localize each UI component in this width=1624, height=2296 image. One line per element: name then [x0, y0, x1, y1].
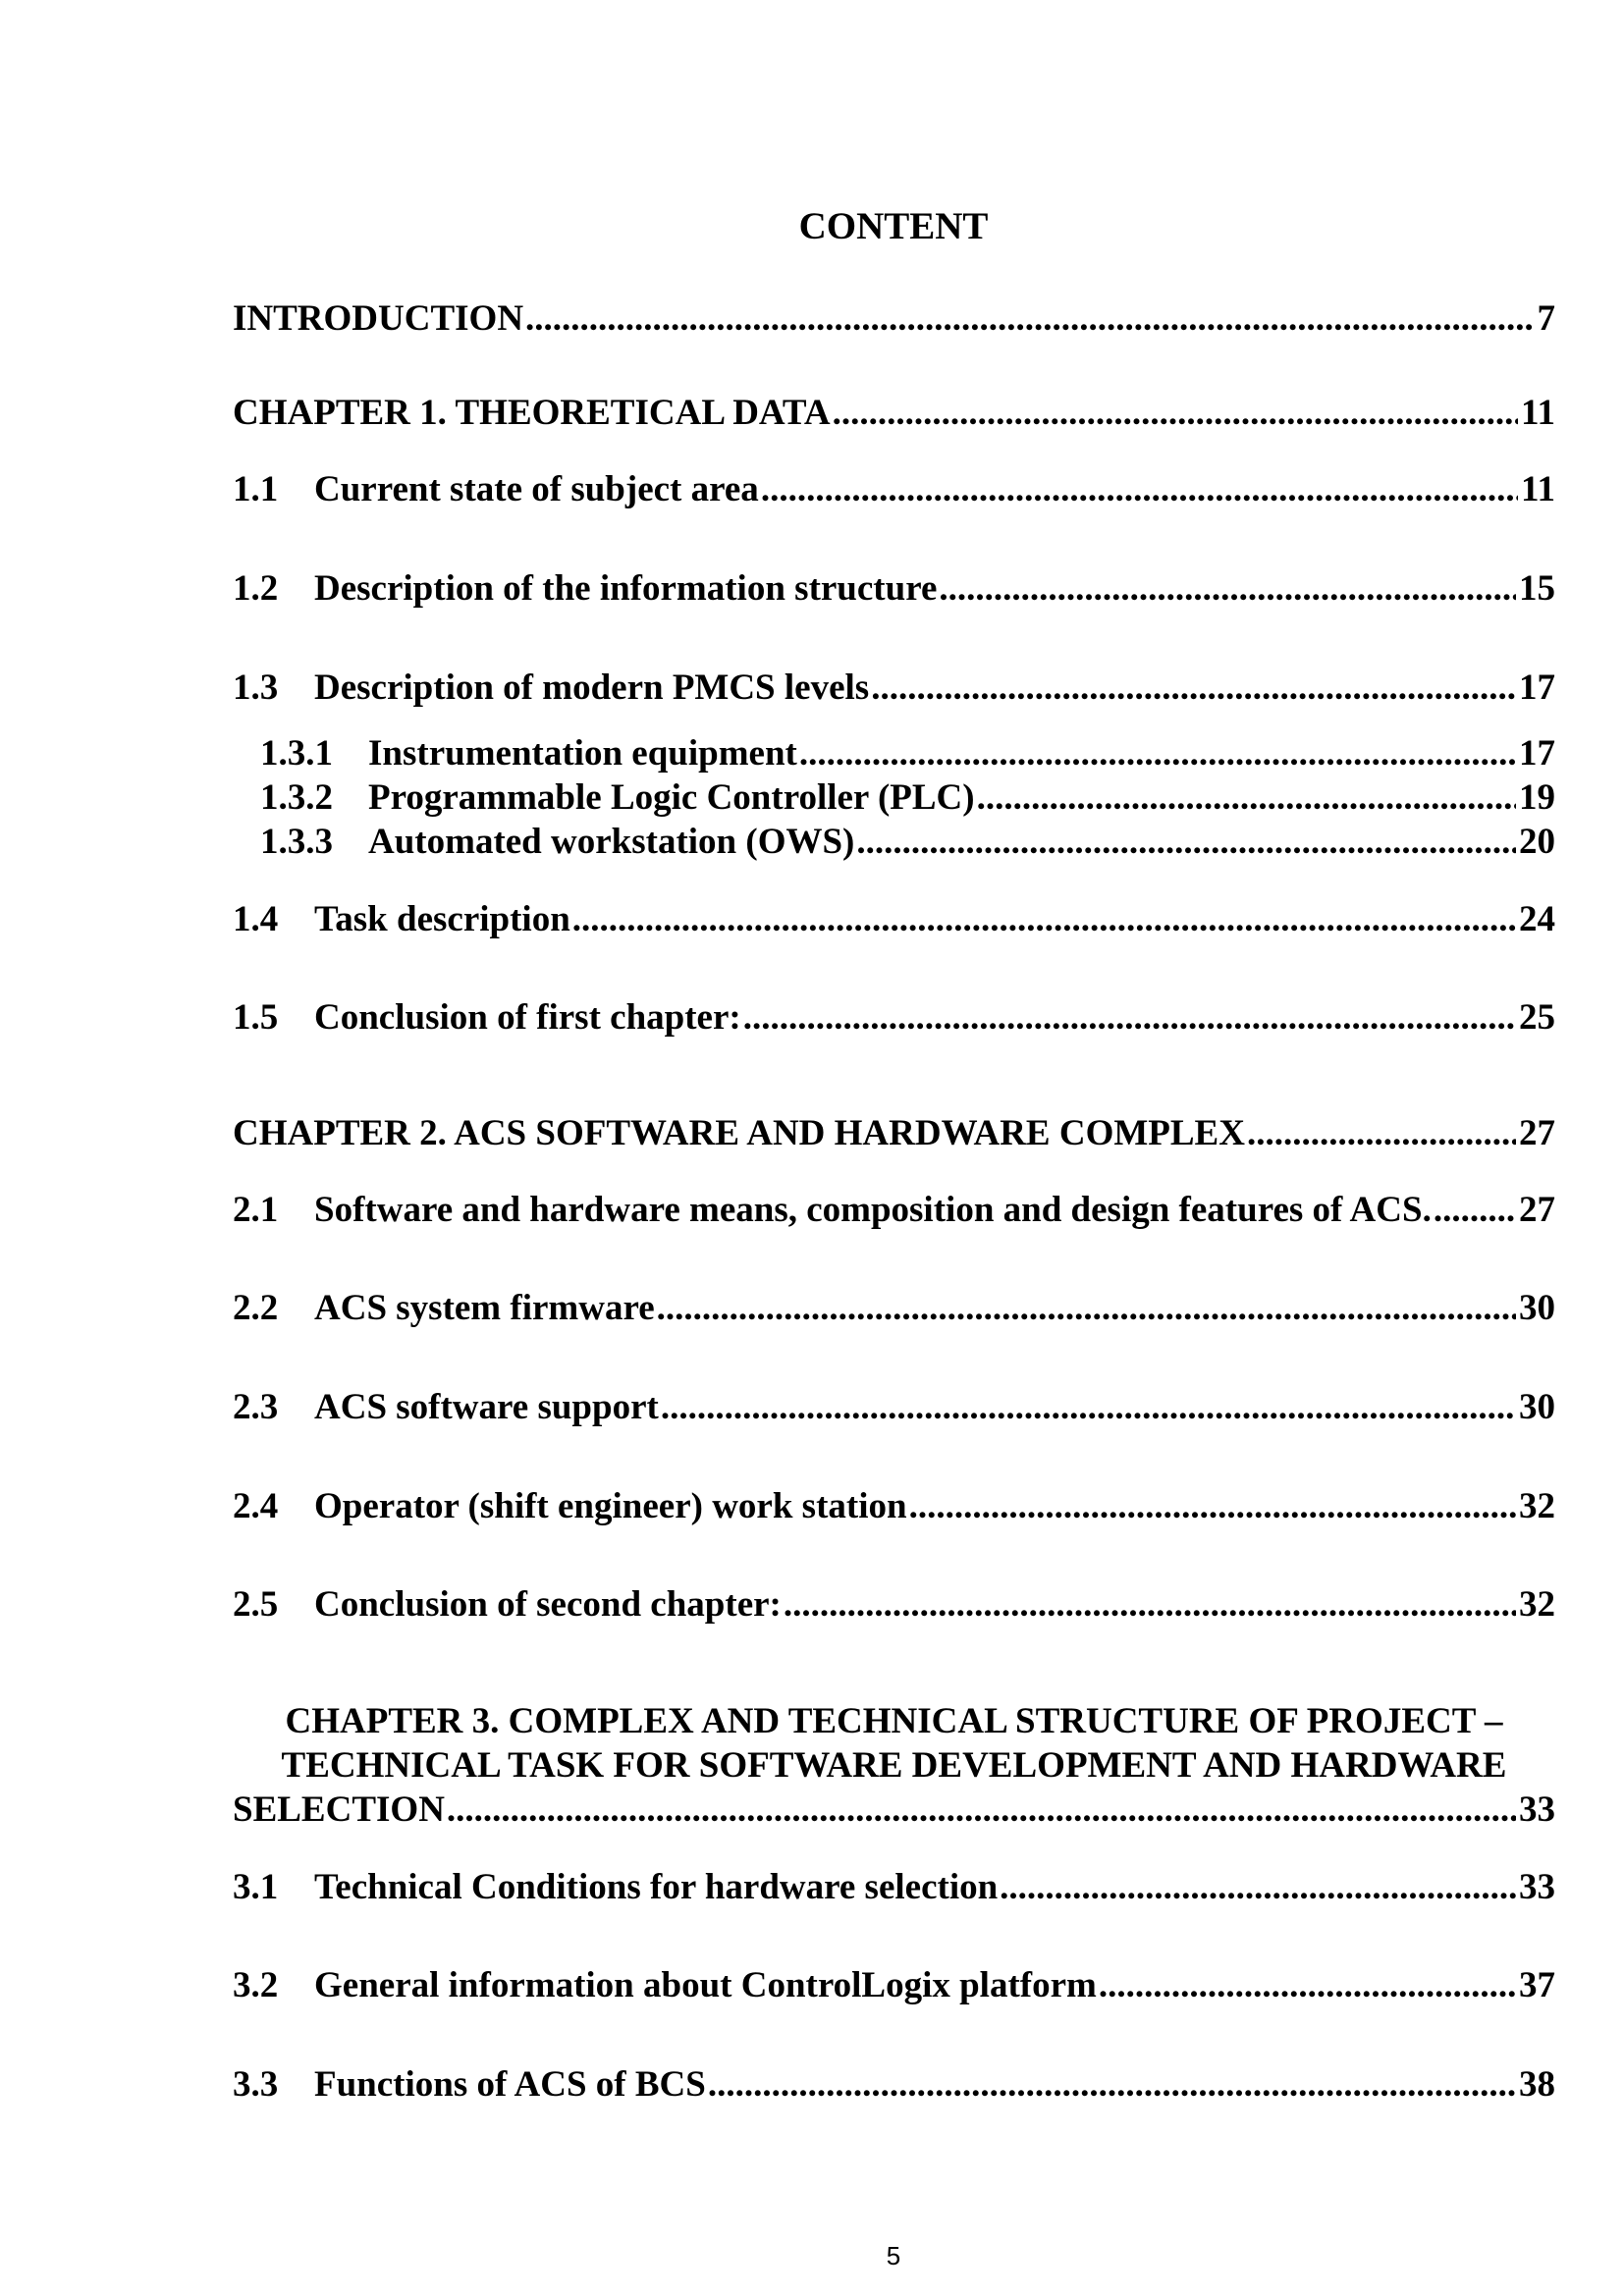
toc-entry-2-4[interactable]: [233, 1484, 1555, 1529]
toc-entry-page: 20: [1519, 822, 1555, 862]
toc-entry-number: 3.1: [233, 1867, 279, 1907]
toc-leader: [1000, 1865, 1516, 1910]
toc-leader: [784, 1582, 1516, 1628]
toc-leader: [708, 2062, 1516, 2108]
toc-entry-1-1[interactable]: [233, 467, 1555, 512]
toc-entry-number: 2.4: [233, 1486, 279, 1526]
toc-entry-page: 17: [1519, 733, 1555, 774]
toc-leader: [871, 666, 1516, 711]
toc-entry-introduction[interactable]: [233, 296, 1555, 342]
toc-entry-page: 32: [1519, 1584, 1555, 1625]
toc-entry-3-3[interactable]: [233, 2062, 1555, 2108]
toc-leader: [743, 995, 1516, 1041]
toc-leader: [1247, 1111, 1516, 1156]
toc-entry-label: Description of modern PMCS levels: [314, 667, 870, 708]
toc-entry-label: SELECTION: [233, 1789, 445, 1830]
toc-entry-label: ACS software support: [314, 1387, 659, 1427]
toc-entry-page: 17: [1519, 667, 1555, 708]
toc-entry-label: Instrumentation equipment: [368, 733, 797, 774]
toc-entry-number: 1.3.1: [260, 733, 333, 774]
toc-leader: [572, 897, 1516, 942]
toc-entry-number: 2.5: [233, 1584, 279, 1625]
toc-entry-1-3-3[interactable]: [260, 820, 1555, 865]
toc-entry-page: 25: [1519, 997, 1555, 1038]
toc-entry-page: 11: [1521, 469, 1555, 509]
toc-entry-number: 2.2: [233, 1288, 279, 1328]
toc-entry-number: 2.3: [233, 1387, 279, 1427]
toc-entry-chapter-1[interactable]: [233, 391, 1555, 436]
toc-entry-page: 27: [1519, 1113, 1555, 1153]
toc-entry-number: 3.2: [233, 1965, 279, 2005]
toc-leader: [856, 820, 1516, 865]
toc-entry-1-5[interactable]: [233, 995, 1555, 1041]
toc-entry-number: 1.3: [233, 667, 279, 708]
toc-entry-page: 11: [1521, 393, 1555, 433]
toc-entry-1-3-1[interactable]: [260, 731, 1555, 776]
toc-entry-1-2[interactable]: [233, 566, 1555, 612]
toc-entry-label: Conclusion of second chapter:: [314, 1584, 782, 1625]
toc-entry-label: Task description: [314, 899, 570, 939]
toc-entry-2-1[interactable]: [233, 1188, 1555, 1233]
toc-entry-label: Functions of ACS of BCS: [314, 2064, 706, 2105]
toc-entry-number: 1.5: [233, 997, 279, 1038]
toc-leader: [447, 1788, 1516, 1833]
toc-entry-2-3[interactable]: [233, 1385, 1555, 1430]
toc-entry-3-2[interactable]: [233, 1963, 1555, 2008]
toc-entry-chapter-3[interactable]: [233, 1788, 1555, 1833]
toc-entry-label: Programmable Logic Controller (PLC): [368, 777, 975, 818]
toc-entry-3-1[interactable]: [233, 1865, 1555, 1910]
toc-entry-label: INTRODUCTION: [233, 298, 524, 339]
toc-entry-label: Software and hardware means, composition and design features of ACS.: [314, 1190, 1432, 1230]
toc-entry-page: 7: [1537, 298, 1555, 339]
toc-entry-number: 1.1: [233, 469, 279, 509]
page-number: 5: [886, 2241, 901, 2270]
chapter-3-heading-line-2: TECHNICAL TASK FOR SOFTWARE DEVELOPMENT AND HARDWARE: [281, 1745, 1507, 1786]
toc-entry-label: CHAPTER 1. THEORETICAL DATA: [233, 393, 831, 433]
toc-entry-chapter-2[interactable]: [233, 1111, 1555, 1156]
toc-entry-number: 1.2: [233, 568, 279, 609]
toc-entry-label: Conclusion of first chapter:: [314, 997, 741, 1038]
toc-leader: [661, 1385, 1516, 1430]
toc-entry-page: 30: [1519, 1387, 1555, 1427]
toc-entry-page: 19: [1519, 777, 1555, 818]
toc-entry-1-3-2[interactable]: [260, 775, 1555, 821]
toc-leader: [525, 296, 1534, 342]
toc-leader: [1099, 1963, 1516, 2008]
toc-entry-number: 3.3: [233, 2064, 279, 2105]
toc-entry-label: Current state of subject area: [314, 469, 759, 509]
toc-entry-label: ACS system firmware: [314, 1288, 655, 1328]
toc-entry-page: 37: [1519, 1965, 1555, 2005]
toc-entry-page: 27: [1519, 1190, 1555, 1230]
toc-entry-label: Operator (shift engineer) work station: [314, 1486, 907, 1526]
toc-entry-label: CHAPTER 2. ACS SOFTWARE AND HARDWARE COMPLEX: [233, 1113, 1245, 1153]
toc-entry-page: 15: [1519, 568, 1555, 609]
toc-leader: [909, 1484, 1516, 1529]
toc-leader: [833, 391, 1518, 436]
toc-entry-page: 38: [1519, 2064, 1555, 2105]
toc-entry-page: 32: [1519, 1486, 1555, 1526]
toc-entry-number: 1.4: [233, 899, 279, 939]
toc-entry-2-2[interactable]: [233, 1286, 1555, 1331]
toc-entry-number: 1.3.2: [260, 777, 333, 818]
toc-entry-page: 33: [1519, 1867, 1555, 1907]
toc-entry-label: Description of the information structure: [314, 568, 938, 609]
toc-entry-2-5[interactable]: [233, 1582, 1555, 1628]
toc-entry-label: Technical Conditions for hardware selection: [314, 1867, 999, 1907]
toc-leader: [761, 467, 1518, 512]
toc-entry-page: 33: [1519, 1789, 1555, 1830]
chapter-3-heading-line-1: CHAPTER 3. COMPLEX AND TECHNICAL STRUCTURE OF PROJECT –: [285, 1701, 1503, 1741]
toc-entry-page: 24: [1519, 899, 1555, 939]
toc-leader: [799, 731, 1516, 776]
toc-leader: [977, 775, 1516, 821]
page-title: CONTENT: [798, 205, 989, 247]
toc-entry-label: General information about ControlLogix platform: [314, 1965, 1097, 2005]
toc-entry-1-3[interactable]: [233, 666, 1555, 711]
toc-entry-1-4[interactable]: [233, 897, 1555, 942]
toc-entry-page: 30: [1519, 1288, 1555, 1328]
toc-entry-number: 1.3.3: [260, 822, 333, 862]
toc-entry-label: Automated workstation (OWS): [368, 822, 855, 862]
toc-entry-number: 2.1: [233, 1190, 279, 1230]
toc-leader: [657, 1286, 1516, 1331]
toc-leader: [1434, 1188, 1516, 1233]
toc-leader: [939, 566, 1516, 612]
